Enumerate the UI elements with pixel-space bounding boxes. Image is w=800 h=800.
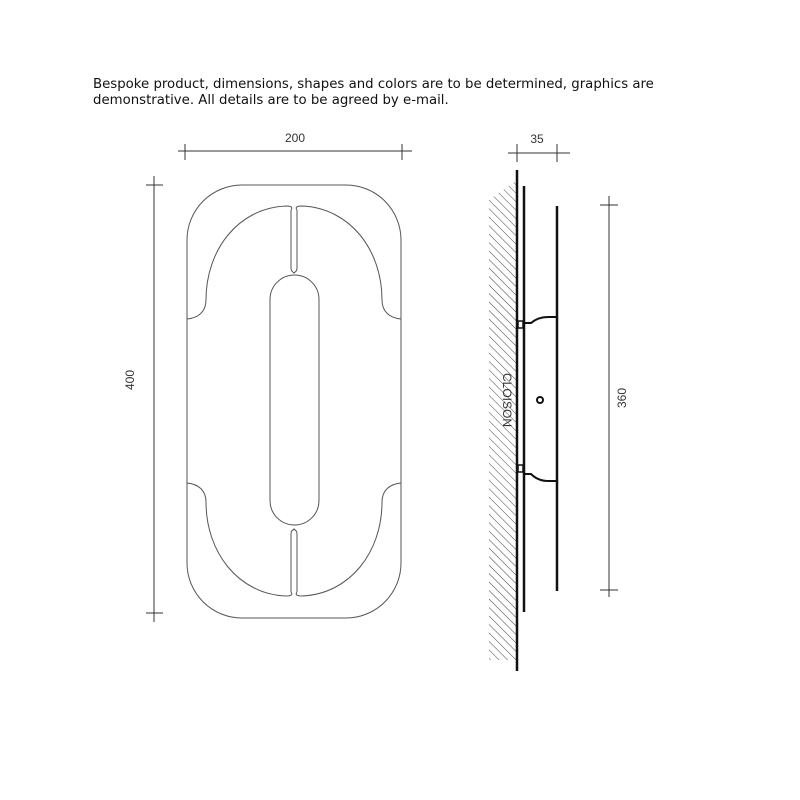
left-lower-stem [291,529,295,592]
width-label: 200 [284,131,306,145]
center-fixing-icon [537,397,543,403]
right-lower-stem [293,529,297,592]
right-upper-arch [296,206,401,319]
left-upper-stem [291,210,295,273]
right-upper-stem [293,210,297,273]
lower-screw-icon [518,465,523,472]
height-label: 400 [123,369,137,391]
width-dimension [178,144,412,160]
disclaimer-line-2: demonstrative. All details are to be agreed by e-mail. [93,93,449,108]
wall-label: CLOISON [500,372,514,428]
left-lower-arch [187,483,292,596]
side-view [489,170,557,671]
height-dimension [146,176,163,622]
right-lower-arch [296,483,401,596]
depth-label: 35 [530,132,544,146]
upper-bracket [524,317,557,323]
center-capsule [270,275,319,525]
upper-screw-icon [518,321,523,328]
disclaimer-line-1: Bespoke product, dimensions, shapes and colors are to be determined, graphics are [93,77,654,92]
left-upper-arch [187,206,292,319]
depth-dimension [508,144,570,162]
front-view [187,185,401,618]
panel-height-label: 360 [615,387,629,409]
front-outline [187,185,401,618]
lower-bracket [524,474,557,481]
